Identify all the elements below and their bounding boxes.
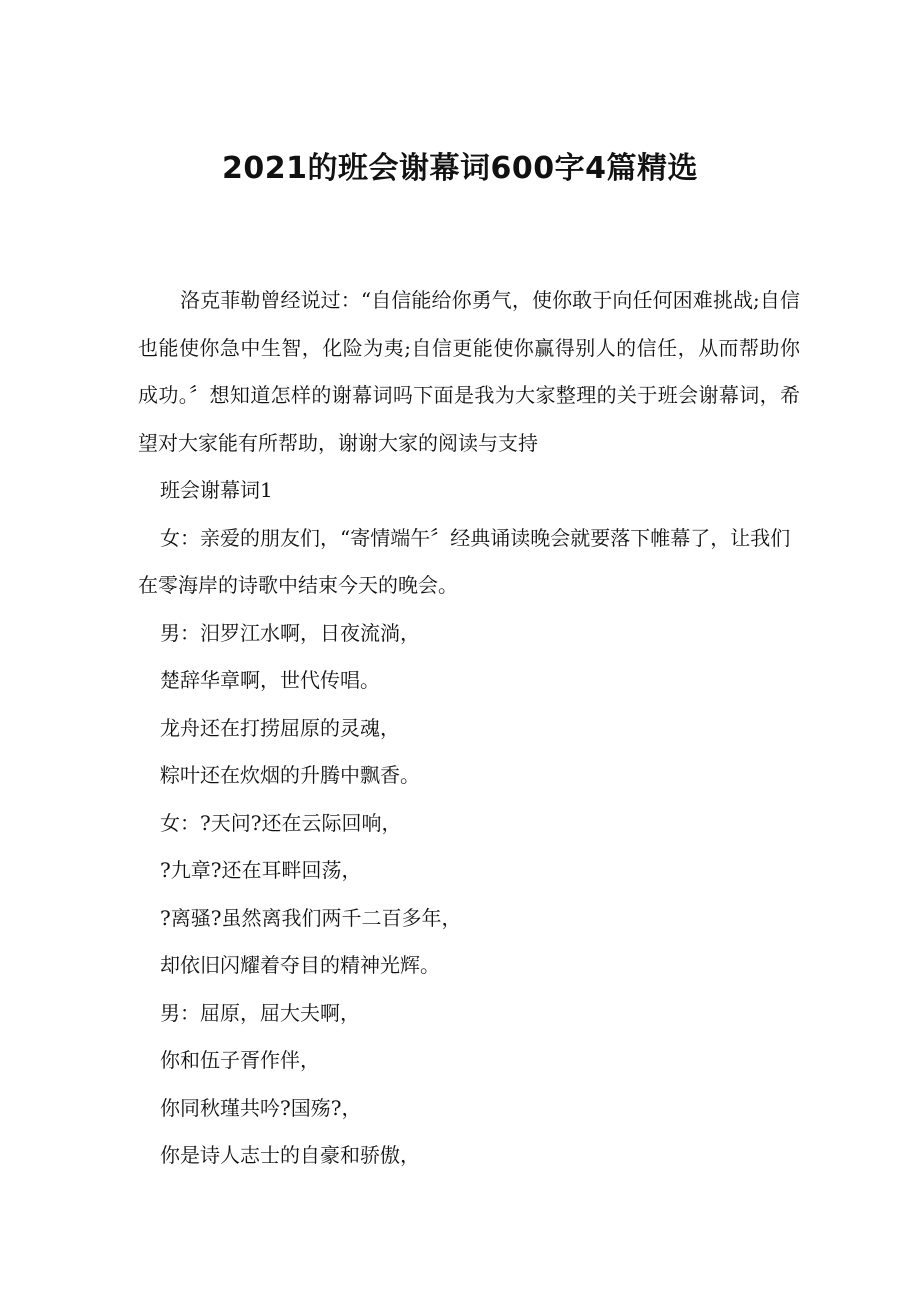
section-heading: 班会谢幕词1: [160, 478, 273, 502]
text-line: 女：亲爱的朋友们，“寄情端午〞经典诵读晚会就要落下帷幕了，让我们在零海岸的诗歌中结束今天的晚会。: [138, 525, 791, 597]
text-line: 却依旧闪耀着夺目的精神光辉。: [160, 953, 440, 977]
text-line: 你是诗人志士的自豪和骄傲，: [160, 1143, 420, 1167]
document-title: 2021的班会谢幕词600字4篇精选: [222, 151, 698, 186]
text-line: 你和伍子胥作伴，: [160, 1048, 320, 1072]
text-line: 你同秋瑾共吟?国殇?，: [160, 1095, 362, 1120]
text-line: ?九章?还在耳畔回荡，: [160, 858, 362, 882]
text-line: ?离骚?虽然离我们两千二百多年，: [160, 905, 462, 930]
text-line: 男：屈原，屈大夫啊，: [160, 1000, 360, 1025]
text-line: 粽叶还在炊烟的升腾中飘香。: [160, 763, 420, 787]
text-line: 女：?天问?还在云际回响，: [160, 810, 402, 835]
body-lines: [138, 467, 800, 1180]
text-line: 男：汨罗江水啊，日夜流淌，: [160, 620, 420, 645]
intro-paragraph: 洛克菲勒曾经说过：“自信能给你勇气，使你敢于向任何困难挑战;自信也能使你急中生智，化险为夷;自信更能使你赢得别人的信任，从而帮助你成功。〞想知道怎样的谢幕词吗下面是我为大家整理的关于班会谢幕词，希望对大家能有所帮助，谢谢大家的阅读与支持: [138, 288, 800, 455]
text-line: 楚辞华章啊，世代传唱。: [160, 668, 380, 692]
text-line: 龙舟还在打捞屈原的灵魂，: [160, 715, 400, 740]
